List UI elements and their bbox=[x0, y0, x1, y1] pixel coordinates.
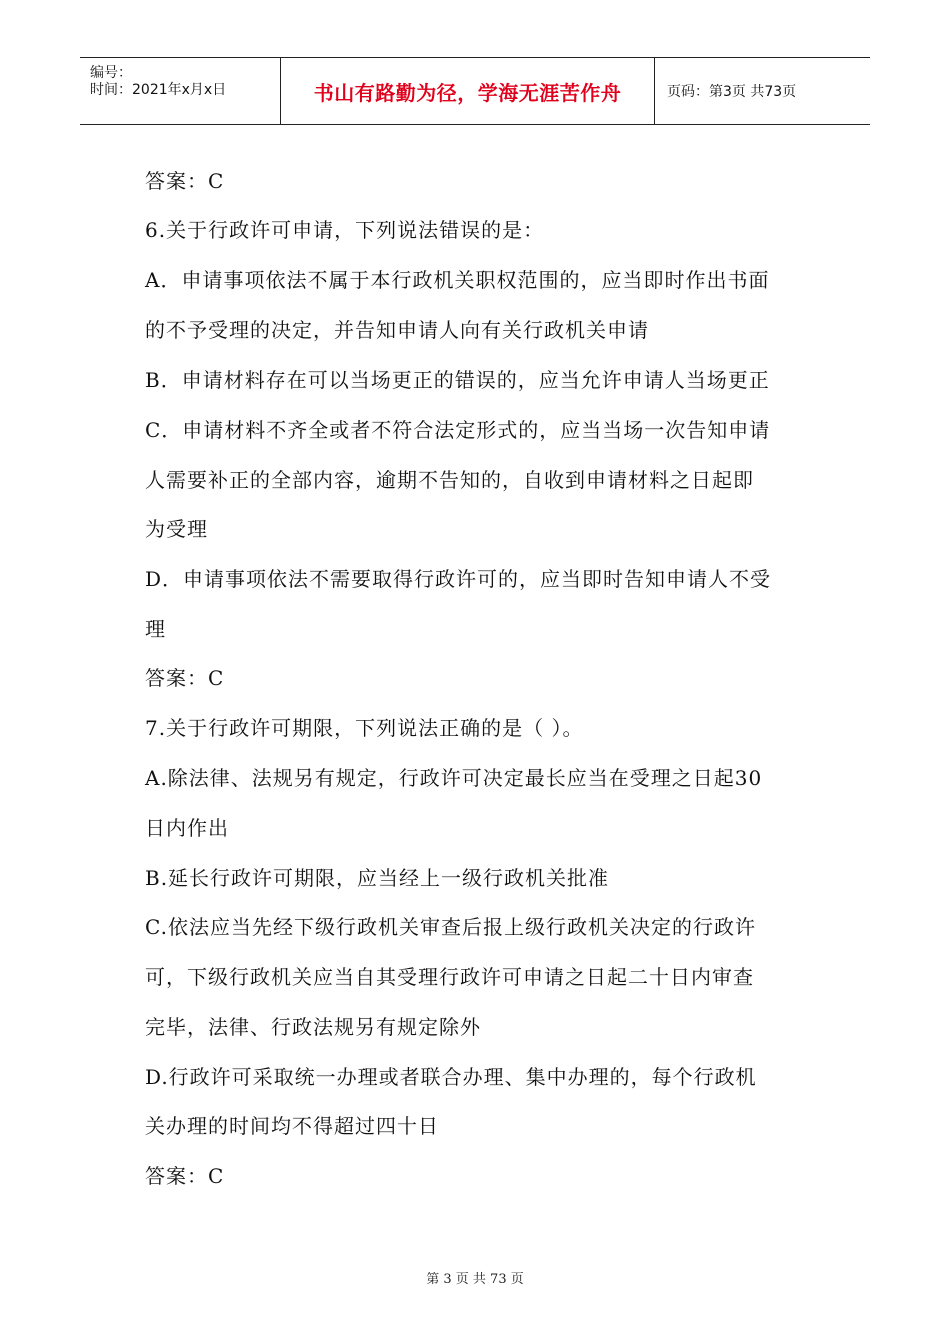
header-page-info: 页码：第3页 共73页 bbox=[667, 84, 797, 100]
option-7d-line-2: 关办理的时间均不得超过四十日 bbox=[145, 1114, 439, 1138]
document-number-label: 编号： bbox=[90, 65, 132, 81]
answer-line: 答案：C bbox=[145, 666, 225, 690]
header-meta bbox=[80, 58, 281, 124]
header-page-cell bbox=[655, 58, 870, 124]
document-date: 时间：2021年x月x日 bbox=[90, 82, 227, 98]
option-6b: B．申请材料存在可以当场更正的错误的，应当允许申请人当场更正 bbox=[145, 368, 770, 392]
option-6d-line-2: 理 bbox=[145, 617, 166, 641]
page-footer: 第 3 页 共 73 页 bbox=[426, 1272, 524, 1287]
option-6c-line-1: C．申请材料不齐全或者不符合法定形式的，应当当场一次告知申请 bbox=[145, 418, 771, 442]
option-6c-line-2: 人需要补正的全部内容，逾期不告知的，自收到申请材料之日起即 bbox=[145, 468, 754, 492]
option-7a-line-1: A.除法律、法规另有规定，行政许可决定最长应当在受理之日起30 bbox=[145, 766, 763, 790]
answer-line: 答案：C bbox=[145, 169, 225, 193]
header-motto: 书山有路勤为径，学海无涯苦作舟 bbox=[313, 80, 622, 105]
option-7a-line-2: 日内作出 bbox=[145, 816, 229, 840]
answer-line: 答案：C bbox=[145, 1164, 225, 1188]
option-7b: B.延长行政许可期限，应当经上一级行政机关批准 bbox=[145, 866, 610, 890]
option-6c-line-3: 为受理 bbox=[145, 517, 208, 541]
document-header bbox=[80, 57, 870, 125]
option-7c-line-1: C.依法应当先经下级行政机关审查后报上级行政机关决定的行政许 bbox=[145, 915, 756, 939]
question-7: 7.关于行政许可期限，下列说法正确的是（ ）。 bbox=[145, 716, 584, 740]
header-motto-cell bbox=[281, 58, 655, 124]
option-6a-line-2: 的不予受理的决定，并告知申请人向有关行政机关申请 bbox=[145, 318, 649, 342]
option-7c-line-3: 完毕，法律、行政法规另有规定除外 bbox=[145, 1015, 481, 1039]
question-6: 6.关于行政许可申请，下列说法错误的是： bbox=[145, 218, 545, 242]
option-6d-line-1: D．申请事项依法不需要取得行政许可的，应当即时告知申请人不受 bbox=[145, 567, 772, 591]
option-7c-line-2: 可，下级行政机关应当自其受理行政许可申请之日起二十日内审查 bbox=[145, 965, 754, 989]
option-7d-line-1: D.行政许可采取统一办理或者联合办理、集中办理的，每个行政机 bbox=[145, 1065, 757, 1089]
option-6a-line-1: A．申请事项依法不属于本行政机关职权范围的，应当即时作出书面 bbox=[145, 268, 770, 292]
